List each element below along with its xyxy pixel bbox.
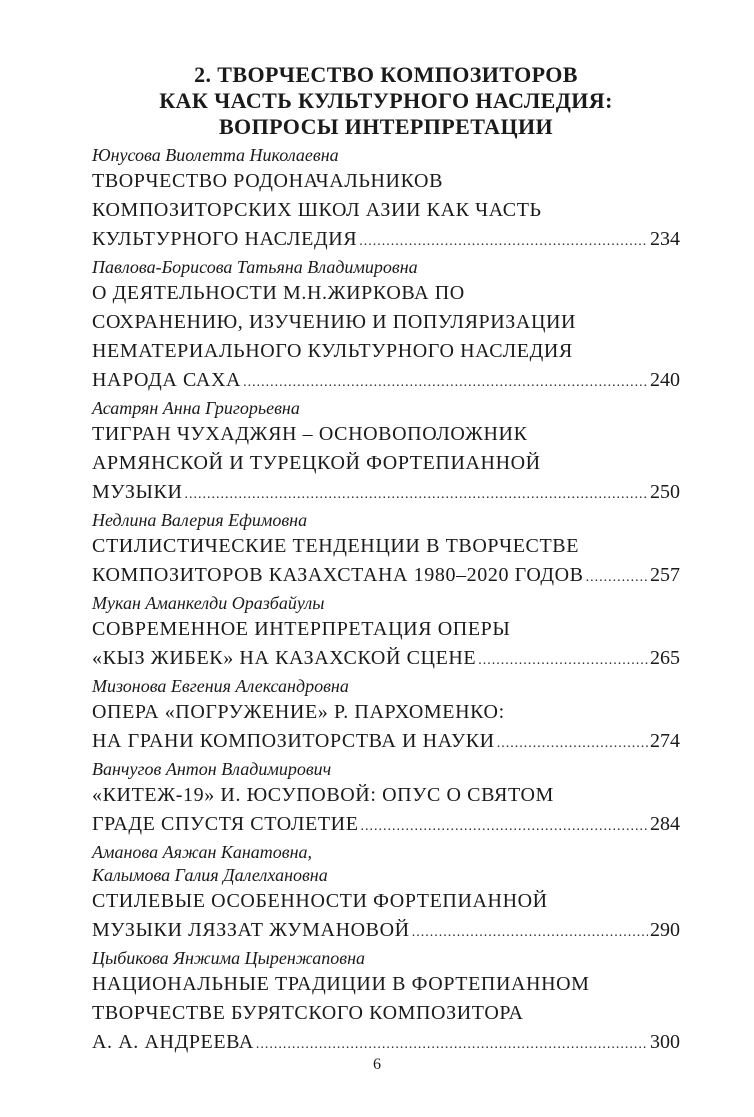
toc-entry-title-line: АРМЯНСКОЙ И ТУРЕЦКОЙ ФОРТЕПИАННОЙ: [92, 452, 541, 474]
toc-entry: [92, 947, 680, 1059]
toc-entry-author: Павлова-Борисова Татьяна Владимировна: [92, 257, 418, 277]
toc-entry-title-line: КУЛЬТУРНОГО НАСЛЕДИЯ: [92, 228, 358, 250]
toc-entries: [92, 144, 680, 1059]
toc-entry-title-line: А. А. АНДРЕЕВА: [92, 1031, 254, 1053]
table-of-contents-page: [92, 62, 680, 1059]
toc-entry-page: 265: [650, 647, 680, 669]
toc-entry-title-line: СТИЛИСТИЧЕСКИЕ ТЕНДЕНЦИИ В ТВОРЧЕСТВЕ: [92, 535, 580, 557]
toc-entry-leader-line: [92, 644, 680, 675]
dot-leader: [256, 1030, 648, 1059]
toc-entry-author: Мукан Аманкелди Оразбайулы: [92, 593, 325, 613]
dot-leader: [185, 480, 648, 509]
toc-entry-leader-line: [92, 916, 680, 947]
toc-entry: [92, 509, 680, 592]
toc-entry-author: Цыбикова Янжима Цыренжаповна: [92, 948, 366, 968]
toc-entry-author: Юнусова Виолетта Николаевна: [92, 145, 339, 165]
toc-entry: [92, 758, 680, 841]
toc-entry: [92, 675, 680, 758]
toc-entry-page: 290: [650, 919, 680, 941]
toc-entry-author: Ванчугов Антон Владимирович: [92, 759, 332, 779]
toc-entry: [92, 592, 680, 675]
toc-entry: [92, 144, 680, 256]
page-number: 6: [373, 1056, 381, 1073]
toc-entry-title-line: «КИТЕЖ-19» И. ЮСУПОВОЙ: ОПУС О СВЯТОМ: [92, 784, 554, 806]
toc-entry-author: Калымова Галия Далелхановна: [92, 865, 328, 885]
toc-entry-author: Асатрян Анна Григорьевна: [92, 398, 300, 418]
toc-entry-author: Аманова Аяжан Канатовна,: [92, 842, 313, 862]
dot-leader: [359, 227, 648, 256]
section-title-line: КАК ЧАСТЬ КУЛЬТУРНОГО НАСЛЕДИЯ:: [159, 88, 613, 113]
toc-entry-page: 250: [650, 481, 680, 503]
toc-entry-leader-line: [92, 810, 680, 841]
toc-entry-page: 234: [650, 228, 680, 250]
toc-entry-title-line: СОХРАНЕНИЮ, ИЗУЧЕНИЮ И ПОПУЛЯРИЗАЦИИ: [92, 311, 577, 333]
toc-entry-page: 240: [650, 369, 680, 391]
toc-entry-title-line: ТВОРЧЕСТВО РОДОНАЧАЛЬНИКОВ: [92, 170, 444, 192]
toc-entry-title-line: ТВОРЧЕСТВЕ БУРЯТСКОГО КОМПОЗИТОРА: [92, 1002, 524, 1024]
dot-leader: [478, 646, 648, 675]
toc-entry-leader-line: [92, 727, 680, 758]
toc-entry-title-line: СТИЛЕВЫЕ ОСОБЕННОСТИ ФОРТЕПИАННОЙ: [92, 890, 548, 912]
toc-entry-title-line: СОВРЕМЕННОЕ ИНТЕРПРЕТАЦИЯ ОПЕРЫ: [92, 618, 511, 640]
dot-leader: [243, 368, 648, 397]
dot-leader: [497, 729, 648, 758]
toc-entry: [92, 256, 680, 397]
toc-entry-leader-line: [92, 1028, 680, 1059]
toc-entry-title-line: НА ГРАНИ КОМПОЗИТОРСТВА И НАУКИ: [92, 730, 495, 752]
toc-entry-title-line: НАЦИОНАЛЬНЫЕ ТРАДИЦИИ В ФОРТЕПИАННОМ: [92, 973, 590, 995]
toc-entry: [92, 397, 680, 509]
toc-entry-leader-line: [92, 366, 680, 397]
toc-entry-page: 300: [650, 1031, 680, 1053]
toc-entry-leader-line: [92, 225, 680, 256]
dot-leader: [586, 563, 648, 592]
toc-entry-author: Мизонова Евгения Александровна: [92, 676, 349, 696]
toc-entry-leader-line: [92, 561, 680, 592]
toc-entry-page: 274: [650, 730, 680, 752]
toc-entry-title-line: НАРОДА САХА: [92, 369, 242, 391]
toc-entry-page: 257: [650, 564, 680, 586]
toc-entry-title-line: ГРАДЕ СПУСТЯ СТОЛЕТИЕ: [92, 813, 359, 835]
toc-entry-title-line: ОПЕРА «ПОГРУЖЕНИЕ» Р. ПАРХОМЕНКО:: [92, 701, 505, 723]
toc-entry-title-line: МУЗЫКИ: [92, 481, 183, 503]
toc-entry-title-line: КОМПОЗИТОРОВ КАЗАХСТАНА 1980–2020 ГОДОВ: [92, 564, 584, 586]
toc-entry-author: Недлина Валерия Ефимовна: [92, 510, 308, 530]
toc-entry-title-line: ТИГРАН ЧУХАДЖЯН – ОСНОВОПОЛОЖНИК: [92, 423, 528, 445]
section-title-line: ВОПРОСЫ ИНТЕРПРЕТАЦИИ: [218, 114, 554, 139]
toc-entry-title-line: НЕМАТЕРИАЛЬНОГО КУЛЬТУРНОГО НАСЛЕДИЯ: [92, 340, 573, 362]
toc-entry-title-line: КОМПОЗИТОРСКИХ ШКОЛ АЗИИ КАК ЧАСТЬ: [92, 199, 542, 221]
toc-entry-title-line: «КЫЗ ЖИБЕК» НА КАЗАХСКОЙ СЦЕНЕ: [92, 647, 477, 669]
toc-entry: [92, 841, 680, 947]
toc-entry-page: 284: [650, 813, 680, 835]
section-title: [92, 62, 680, 140]
dot-leader: [361, 812, 648, 841]
dot-leader: [412, 918, 648, 947]
section-title-line: 2. ТВОРЧЕСТВО КОМПОЗИТОРОВ: [194, 62, 578, 87]
toc-entry-title-line: О ДЕЯТЕЛЬНОСТИ М.Н.ЖИРКОВА ПО: [92, 282, 465, 304]
toc-entry-title-line: МУЗЫКИ ЛЯЗЗАТ ЖУМАНОВОЙ: [92, 919, 410, 941]
toc-entry-leader-line: [92, 478, 680, 509]
